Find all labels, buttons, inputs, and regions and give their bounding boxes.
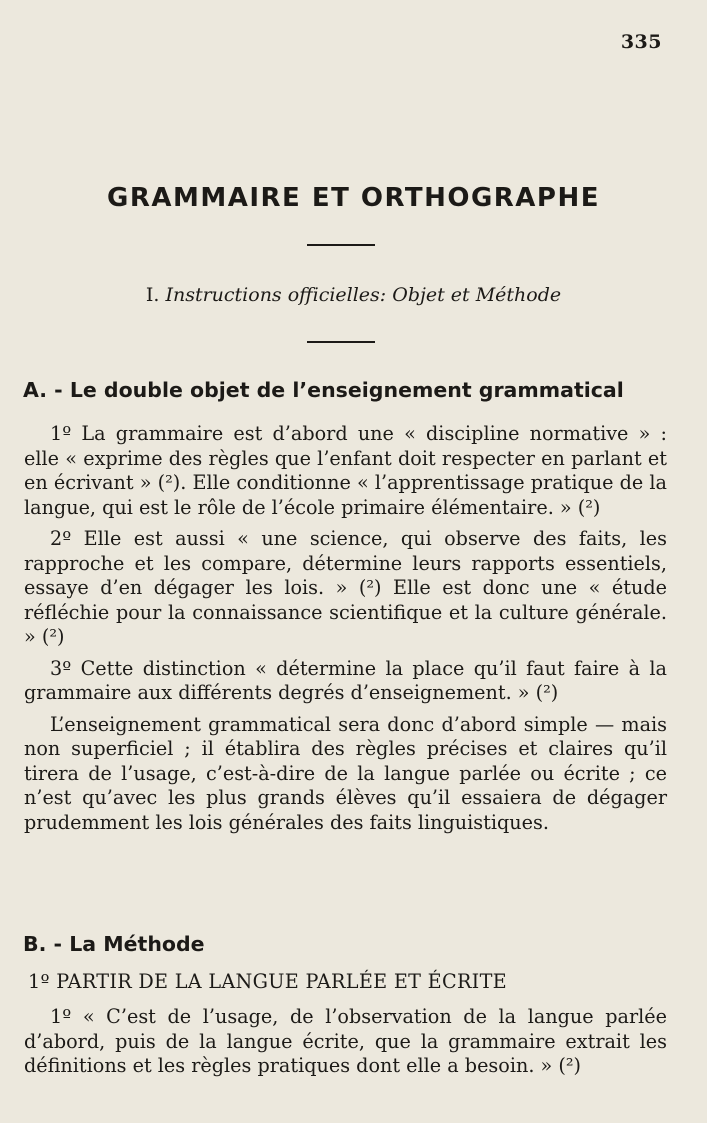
title-divider xyxy=(307,244,375,246)
section-b-body xyxy=(24,1005,667,1079)
subtitle-text: Instructions officielles: Objet et Méthode xyxy=(165,284,562,306)
section-b-heading: B. - La Méthode xyxy=(23,932,205,956)
paragraph: 1º « C’est de l’usage, de l’observation de la langue parlée d’abord, puis de la langue écrite, que la grammaire extrait les définitions et les règles pratiques dont elle a besoin. » (²) xyxy=(24,1005,667,1077)
section-b-subheading: 1º PARTIR DE LA LANGUE PARLÉE ET ÉCRITE xyxy=(28,970,507,993)
subtitle-number: I. xyxy=(145,284,160,306)
paragraph: 2º Elle est aussi « une science, qui observe des faits, les rapproche et les compare, détermine leurs rapports essentiels, essaye d’en dégager les lois. » (²) Elle est donc une « étude réfléchie pour la connaissance scientifique et la culture générale. » (²) xyxy=(24,527,667,648)
section-a-body xyxy=(24,422,667,835)
paragraph: 3º Cette distinction « détermine la place qu’il faut faire à la grammaire aux différents degrés d’enseignement. » (²) xyxy=(24,656,667,704)
paragraph: L’enseignement grammatical sera donc d’abord simple — mais non superficiel ; il établira des règles précises et claires qu’il tirera de l’usage, c’est-à-dire de la langue parlée ou écrite ; ce n’est qu’avec les plus grands élèves qu’il essaiera de dégager prudemment les lois générales des faits linguistiques. xyxy=(24,712,667,834)
subtitle xyxy=(0,284,707,306)
section-a-heading: A. - Le double objet de l’enseignement grammatical xyxy=(23,378,624,402)
subtitle-divider xyxy=(307,341,375,343)
page-number: 335 xyxy=(620,31,662,53)
paragraph: 1º La grammaire est d’abord une « discipline normative » : elle « exprime des règles que l’enfant doit respecter en parlant et en écrivant » (²). Elle conditionne « l’apprentissage pratique de la langue, qui est le rôle de l’école primaire élémentaire. » (²) xyxy=(24,422,667,519)
page-title: GRAMMAIRE ET ORTHOGRAPHE xyxy=(106,183,601,213)
